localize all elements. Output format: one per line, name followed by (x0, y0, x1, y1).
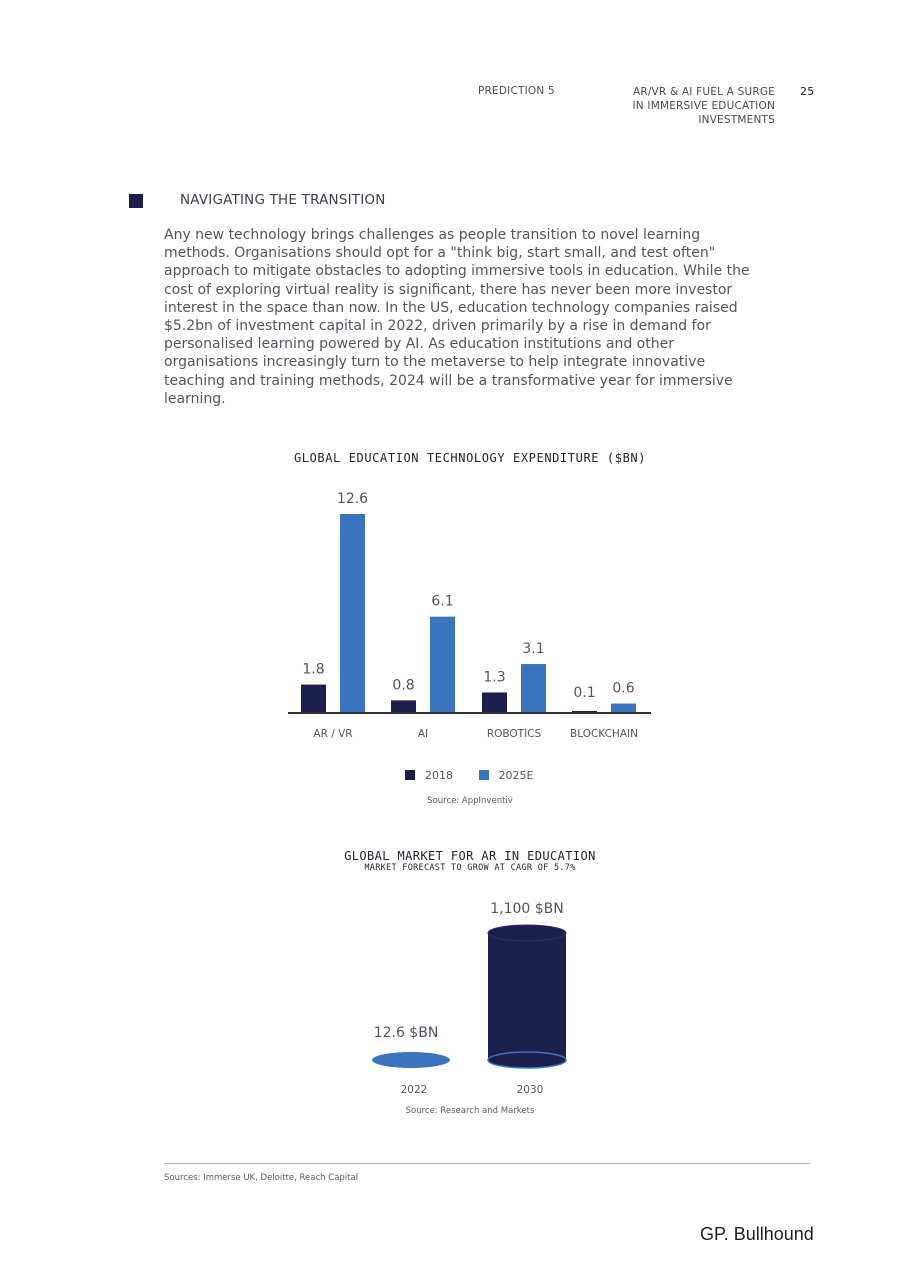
chart1-source: Source: AppInventiv (427, 796, 513, 806)
data-label: 3.1 (522, 641, 545, 658)
body-paragraph: Any new technology brings challenges as people transition to novel learning methods. Organisations should opt for a "think big, start small, and test often" approach to mitigate obstacles to adopting immersive tools in education. While the cost of exploring virtual reality is significant, there has never been more investor interest in the space than now. In the US, education technology companies raised $5.2bn of investment capital in 2022, driven primarily by a rise in demand for personalised learning powered by AI. As education institutions and other organisations increasingly turn to the metaverse to help integrate innovative teaching and training methods, 2024 will be a transformative year for immersive learning. (164, 227, 750, 407)
data-label: 0.8 (392, 677, 415, 694)
footer-sources: Sources: Immerse UK, Deloitte, Reach Capital (164, 1173, 359, 1183)
data-label: 12.6 $BN (373, 1025, 439, 1041)
chart2-subtitle: MARKET FORECAST TO GROW AT CAGR OF 5.7% (364, 863, 576, 873)
category-tick-label: AR / VR (313, 728, 353, 740)
cylinder-disc-2022 (372, 1052, 450, 1068)
data-label: 1,100 $BN (490, 901, 564, 917)
header-title-line: INVESTMENTS (698, 114, 775, 126)
page-number: 25 (800, 85, 815, 98)
cylinder-body-2030 (488, 933, 566, 1068)
chart2-source: Source: Research and Markets (405, 1106, 535, 1116)
chart2-title: GLOBAL MARKET FOR AR IN EDUCATION (344, 849, 596, 863)
prediction-label: PREDICTION 5 (478, 85, 555, 97)
data-label: 0.1 (573, 685, 596, 701)
category-tick-label: BLOCKCHAIN (570, 728, 638, 740)
cylinder-top-2030 (488, 925, 566, 941)
header-title-line: IN IMMERSIVE EDUCATION (632, 100, 775, 112)
chart1-title: GLOBAL EDUCATION TECHNOLOGY EXPENDITURE ($BN) (293, 451, 647, 465)
category-tick-label: 2022 (400, 1084, 428, 1096)
data-label: 12.6 (336, 491, 369, 507)
brand-logo-text: GP. Bullhound (700, 1224, 814, 1244)
section-title: NAVIGATING THE TRANSITION (180, 192, 386, 208)
legend-label: 2018 (425, 769, 453, 782)
category-tick-label: 2030 (516, 1084, 544, 1096)
legend-label: 2025E (498, 769, 534, 782)
category-tick-label: AI (417, 728, 429, 740)
category-tick-label: ROBOTICS (486, 728, 542, 740)
data-label: 6.1 (431, 593, 454, 610)
data-label: 1.3 (483, 669, 506, 686)
header-title-line: AR/VR & AI FUEL A SURGE (632, 86, 775, 98)
data-label: 0.6 (612, 680, 635, 697)
data-label: 1.8 (302, 661, 325, 678)
footer-divider (164, 1163, 810, 1164)
